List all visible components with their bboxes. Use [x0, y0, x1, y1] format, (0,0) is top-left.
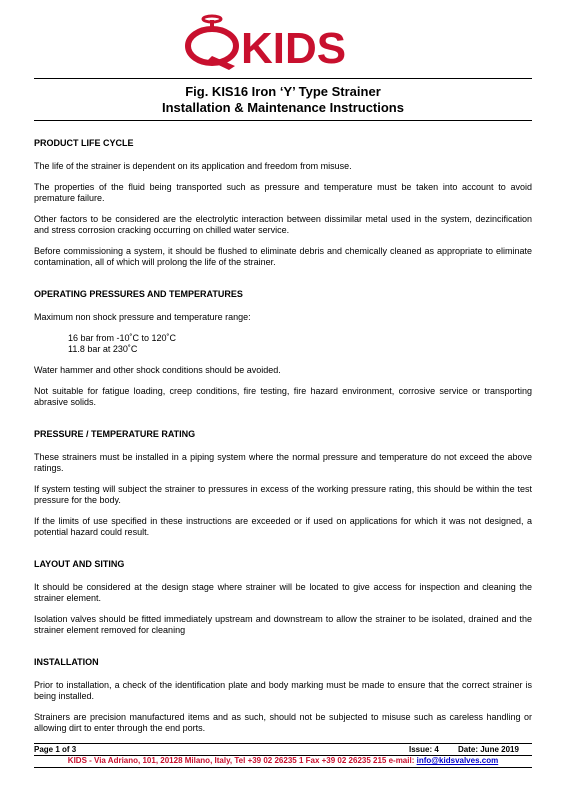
- paragraph: Prior to installation, a check of the identification plate and body marking must be made to ensure that the correct strainer is being installed.: [34, 680, 532, 701]
- range-list: [34, 333, 532, 355]
- title-line-1: Fig. KIS16 Iron ‘Y’ Type Strainer: [185, 84, 381, 99]
- section-installation: [34, 657, 532, 734]
- section-heading: INSTALLATION: [34, 657, 99, 667]
- paragraph: Maximum non shock pressure and temperature range:: [34, 312, 251, 322]
- paragraph: Strainers are precision manufactured items and as such, should not be subjected to misuse such as careless handling or allowing dirt to enter through the end ports.: [34, 712, 532, 733]
- paragraph: Other factors to be considered are the electrolytic interaction between dissimilar metal used in the system, dezincification and stress corrosion cracking occurring on chilled water service.: [34, 214, 532, 235]
- paragraph: Isolation valves should be fitted immediately upstream and downstream to allow the strainer to be isolated, drained and the strainer element removed for cleaning: [34, 614, 532, 635]
- header-logo: [0, 14, 566, 72]
- section-heading: LAYOUT AND SITING: [34, 559, 125, 569]
- paragraph: Before commissioning a system, it should be flushed to eliminate debris and chemically cleaned as appropriate to eliminate contamination, all of which will prolong the life of the strainer.: [34, 246, 532, 267]
- paragraph: If system testing will subject the strainer to pressures in excess of the working pressure rating, this should be within the test pressure for the body.: [34, 484, 532, 505]
- section-layout: [34, 559, 532, 636]
- email-link[interactable]: info@kidsvalves.com: [416, 756, 499, 765]
- paragraph: It should be considered at the design stage where strainer will be located to give access for inspection and cleaning the strainer element.: [34, 582, 532, 603]
- section-life-cycle: [34, 138, 532, 268]
- paragraph: These strainers must be installed in a piping system where the normal pressure and temperature do not exceed the above ratings.: [34, 452, 532, 473]
- section-pressures: [34, 289, 532, 408]
- range-item: 16 bar from -10˚C to 120˚C: [68, 333, 177, 343]
- document-body: [34, 138, 532, 755]
- section-heading: PRESSURE / TEMPERATURE RATING: [34, 429, 196, 439]
- title-line-2: Installation & Maintenance Instructions: [162, 100, 404, 115]
- document-title: [34, 84, 532, 116]
- paragraph: Water hammer and other shock conditions should be avoided.: [34, 365, 281, 375]
- logo-text: KIDS: [241, 24, 347, 72]
- issue-date: Date: June 2019: [458, 745, 519, 754]
- section-heading: OPERATING PRESSURES AND TEMPERATURES: [34, 289, 243, 299]
- contact-text: KIDS - Via Adriano, 101, 20128 Milano, Italy, Tel +39 02 26235 1 Fax +39 02 26235 215 e-mail:: [67, 756, 417, 765]
- title-rule: [34, 120, 532, 121]
- paragraph: The life of the strainer is dependent on its application and freedom from misuse.: [34, 161, 352, 171]
- contact-line: [34, 756, 532, 765]
- kids-logo-icon: [183, 14, 383, 72]
- paragraph: The properties of the fluid being transported such as pressure and temperature must be taken into account to avoid premature failure.: [34, 182, 532, 203]
- paragraph: Not suitable for fatigue loading, creep conditions, fire testing, fire hazard environment, corrosive service or transporting abrasive solids.: [34, 386, 532, 407]
- issue-number: Issue: 4: [409, 745, 439, 754]
- footer-rule-bottom: [34, 767, 532, 768]
- paragraph: If the limits of use specified in these instructions are exceeded or if used on applications for which it was not designed, a potential hazard could result.: [34, 516, 532, 537]
- footer-meta: [34, 745, 532, 755]
- range-item: 11.8 bar at 230˚C: [68, 344, 138, 354]
- top-rule: [34, 78, 532, 79]
- section-heading: PRODUCT LIFE CYCLE: [34, 138, 134, 148]
- page-number: Page 1 of 3: [34, 745, 77, 754]
- footer-rule-top: [34, 743, 532, 744]
- section-rating: [34, 429, 532, 538]
